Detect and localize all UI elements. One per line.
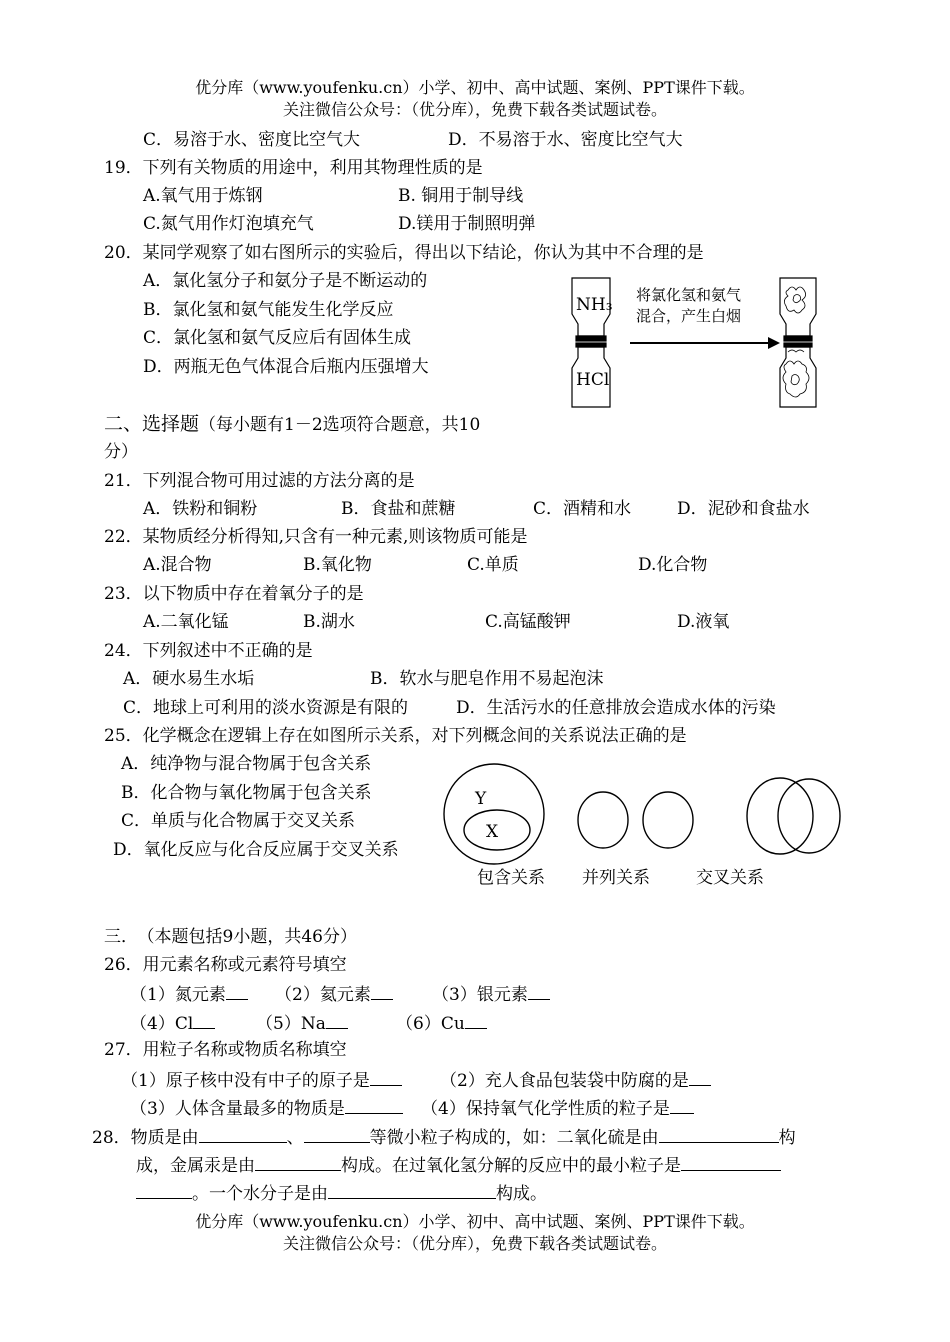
- q20-stem: 20．某同学观察了如右图所示的实验后，得出以下结论，你认为其中不合理的是: [104, 243, 704, 263]
- q24-option-c: C．地球上可利用的淡水资源是有限的: [123, 698, 409, 718]
- q24-stem: 24．下列叙述中不正确的是: [104, 641, 313, 661]
- concept-relation-figure: [440, 758, 850, 890]
- section-2-note: （每小题有1－2选项符合题意，共10: [199, 415, 481, 435]
- answer-blank[interactable]: [255, 1153, 341, 1171]
- contain-label-y: Y: [475, 789, 487, 809]
- q26-item-6: （6）Cu: [396, 1011, 487, 1035]
- q28-line-3: 。一个水分子是由 构成。: [136, 1181, 547, 1205]
- q27-item-3: （3）人体含量最多的物质是: [130, 1096, 403, 1120]
- answer-blank[interactable]: [465, 1011, 487, 1029]
- q28-line-1: 28．物质是由 、 等微小粒子构成的，如：二氧化硫是由 构: [92, 1125, 796, 1149]
- q25-option-c: C．单质与化合物属于交叉关系: [121, 811, 356, 831]
- answer-blank[interactable]: [136, 1181, 192, 1199]
- answer-blank[interactable]: [328, 1181, 496, 1199]
- q22-stem: 22．某物质经分析得知,只含有一种元素,则该物质可能是: [104, 527, 528, 547]
- q19-option-d: D.镁用于制照明弹: [398, 214, 536, 234]
- section-2-heading: [104, 412, 480, 437]
- figure-caption-line-2: 混合，产生白烟: [636, 307, 742, 325]
- answer-blank[interactable]: [326, 1011, 348, 1029]
- figure-caption-line-1: 将氯化氢和氨气: [636, 286, 742, 304]
- q20-option-a: A．氯化氢分子和氨分子是不断运动的: [143, 271, 428, 291]
- q23-stem: 23．以下物质中存在着氧分子的是: [104, 584, 364, 604]
- q22-option-d: D.化合物: [638, 555, 708, 575]
- label-cross: 交叉关系: [696, 868, 764, 888]
- q23-option-c: C.高锰酸钾: [485, 612, 571, 632]
- q21-option-c: C．酒精和水: [533, 499, 632, 519]
- contain-outer-circle: [444, 764, 544, 864]
- section-3-title: 三．: [104, 927, 138, 947]
- q20-option-b: B．氯化氢和氨气能发生化学反应: [143, 300, 394, 320]
- q19-stem: 19．下列有关物质的用途中，利用其物理性质的是: [104, 158, 483, 178]
- answer-blank[interactable]: [199, 1125, 287, 1143]
- q22-option-b: B.氧化物: [303, 555, 372, 575]
- q20-option-d: D．两瓶无色气体混合后瓶内压强增大: [143, 357, 429, 377]
- q22-option-c: C.单质: [467, 555, 519, 575]
- answer-blank[interactable]: [370, 1068, 402, 1086]
- q19-option-a: A.氧气用于炼钢: [143, 186, 263, 206]
- answer-blank[interactable]: [689, 1068, 711, 1086]
- q26-item-2: （2）氦元素: [275, 982, 393, 1006]
- q21-option-a: A．铁粉和铜粉: [143, 499, 258, 519]
- q26-item-3: （3）银元素: [432, 982, 550, 1006]
- q27-item-1: （1）原子核中没有中子的原子是: [121, 1068, 402, 1092]
- q21-stem: 21．下列混合物可用过滤的方法分离的是: [104, 471, 415, 491]
- q24-option-d: D．生活污水的任意排放会造成水体的污染: [456, 698, 776, 718]
- q26-item-1: （1）氮元素: [130, 982, 248, 1006]
- footer-line-1: 优分库（www.youfenku.cn）小学、初中、高中试题、案例、PPT课件下载。: [195, 1212, 755, 1231]
- q25-option-d: D．氧化反应与化合反应属于交叉关系: [113, 840, 399, 860]
- q26-item-4: （4）Cl: [130, 1011, 215, 1035]
- white-smoke-icon: [783, 287, 809, 397]
- q27-item-4: （4）保持氧气化学性质的粒子是: [421, 1096, 694, 1120]
- q23-option-b: B.湖水: [303, 612, 355, 632]
- footer-line-2: 关注微信公众号：（优分库），免费下载各类试题试卷。: [282, 1234, 667, 1253]
- q27-stem: 27．用粒子名称或物质名称填空: [104, 1040, 347, 1060]
- parallel-circle-left: [578, 792, 628, 848]
- arrow-head-icon: [768, 337, 780, 349]
- q18-option-d: D．不易溶于水、密度比空气大: [448, 130, 683, 150]
- q23-option-d: D.液氧: [677, 612, 730, 632]
- q21-option-d: D．泥砂和食盐水: [677, 499, 810, 519]
- answer-blank[interactable]: [670, 1096, 694, 1114]
- header-line-1: 优分库（www.youfenku.cn）小学、初中、高中试题、案例、PPT课件下载。: [195, 78, 755, 97]
- answer-blank[interactable]: [659, 1125, 779, 1143]
- answer-blank[interactable]: [193, 1011, 215, 1029]
- q28-line-2: 成，金属汞是由 构成。在过氧化氢分解的反应中的最小粒子是: [136, 1153, 781, 1177]
- section-2-note-line-2: 分）: [104, 442, 138, 462]
- q24-option-b: B．软水与肥皂作用不易起泡沫: [370, 669, 604, 689]
- parallel-circle-right: [643, 792, 693, 848]
- header-line-2: 关注微信公众号：（优分库），免费下载各类试题试卷。: [282, 100, 667, 119]
- answer-blank[interactable]: [528, 982, 550, 1000]
- label-contain: 包含关系: [477, 868, 545, 888]
- cross-circle-left: [747, 778, 813, 854]
- cross-circle-right: [778, 779, 840, 853]
- q26-stem: 26．用元素名称或元素符号填空: [104, 955, 347, 975]
- q21-option-b: B．食盐和蔗糖: [341, 499, 456, 519]
- answer-blank[interactable]: [371, 982, 393, 1000]
- answer-blank[interactable]: [304, 1125, 370, 1143]
- q19-option-b: B. 铜用于制导线: [398, 186, 524, 206]
- q27-item-2: （2）充人食品包装袋中防腐的是: [440, 1068, 711, 1092]
- q25-option-b: B．化合物与氧化物属于包含关系: [121, 783, 372, 803]
- q18-option-c: C．易溶于水、密度比空气大: [143, 130, 361, 150]
- q25-stem: 25．化学概念在逻辑上存在如图所示关系，对下列概念间的关系说法正确的是: [104, 726, 687, 746]
- q19-option-c: C.氮气用作灯泡填充气: [143, 214, 314, 234]
- q26-item-5: （5）Na: [256, 1011, 348, 1035]
- answer-blank[interactable]: [345, 1096, 403, 1114]
- answer-blank[interactable]: [226, 982, 248, 1000]
- q20-option-c: C．氯化氢和氨气反应后有固体生成: [143, 328, 412, 348]
- label-parallel: 并列关系: [582, 868, 650, 888]
- q25-option-a: A．纯净物与混合物属于包含关系: [121, 754, 372, 774]
- hcl-label: HCl: [576, 370, 610, 390]
- nh3-label: NH₃: [576, 295, 613, 315]
- section-3-note: （本题包括9小题，共46分）: [146, 927, 357, 947]
- q20-experiment-figure: [560, 272, 830, 414]
- q23-option-a: A.二氧化锰: [143, 612, 229, 632]
- answer-blank[interactable]: [681, 1153, 781, 1171]
- q24-option-a: A．硬水易生水垢: [123, 669, 255, 689]
- q22-option-a: A.混合物: [143, 555, 212, 575]
- section-3-heading: [104, 926, 357, 948]
- section-2-title: 二、选择题: [104, 413, 200, 435]
- contain-label-x: X: [486, 822, 499, 842]
